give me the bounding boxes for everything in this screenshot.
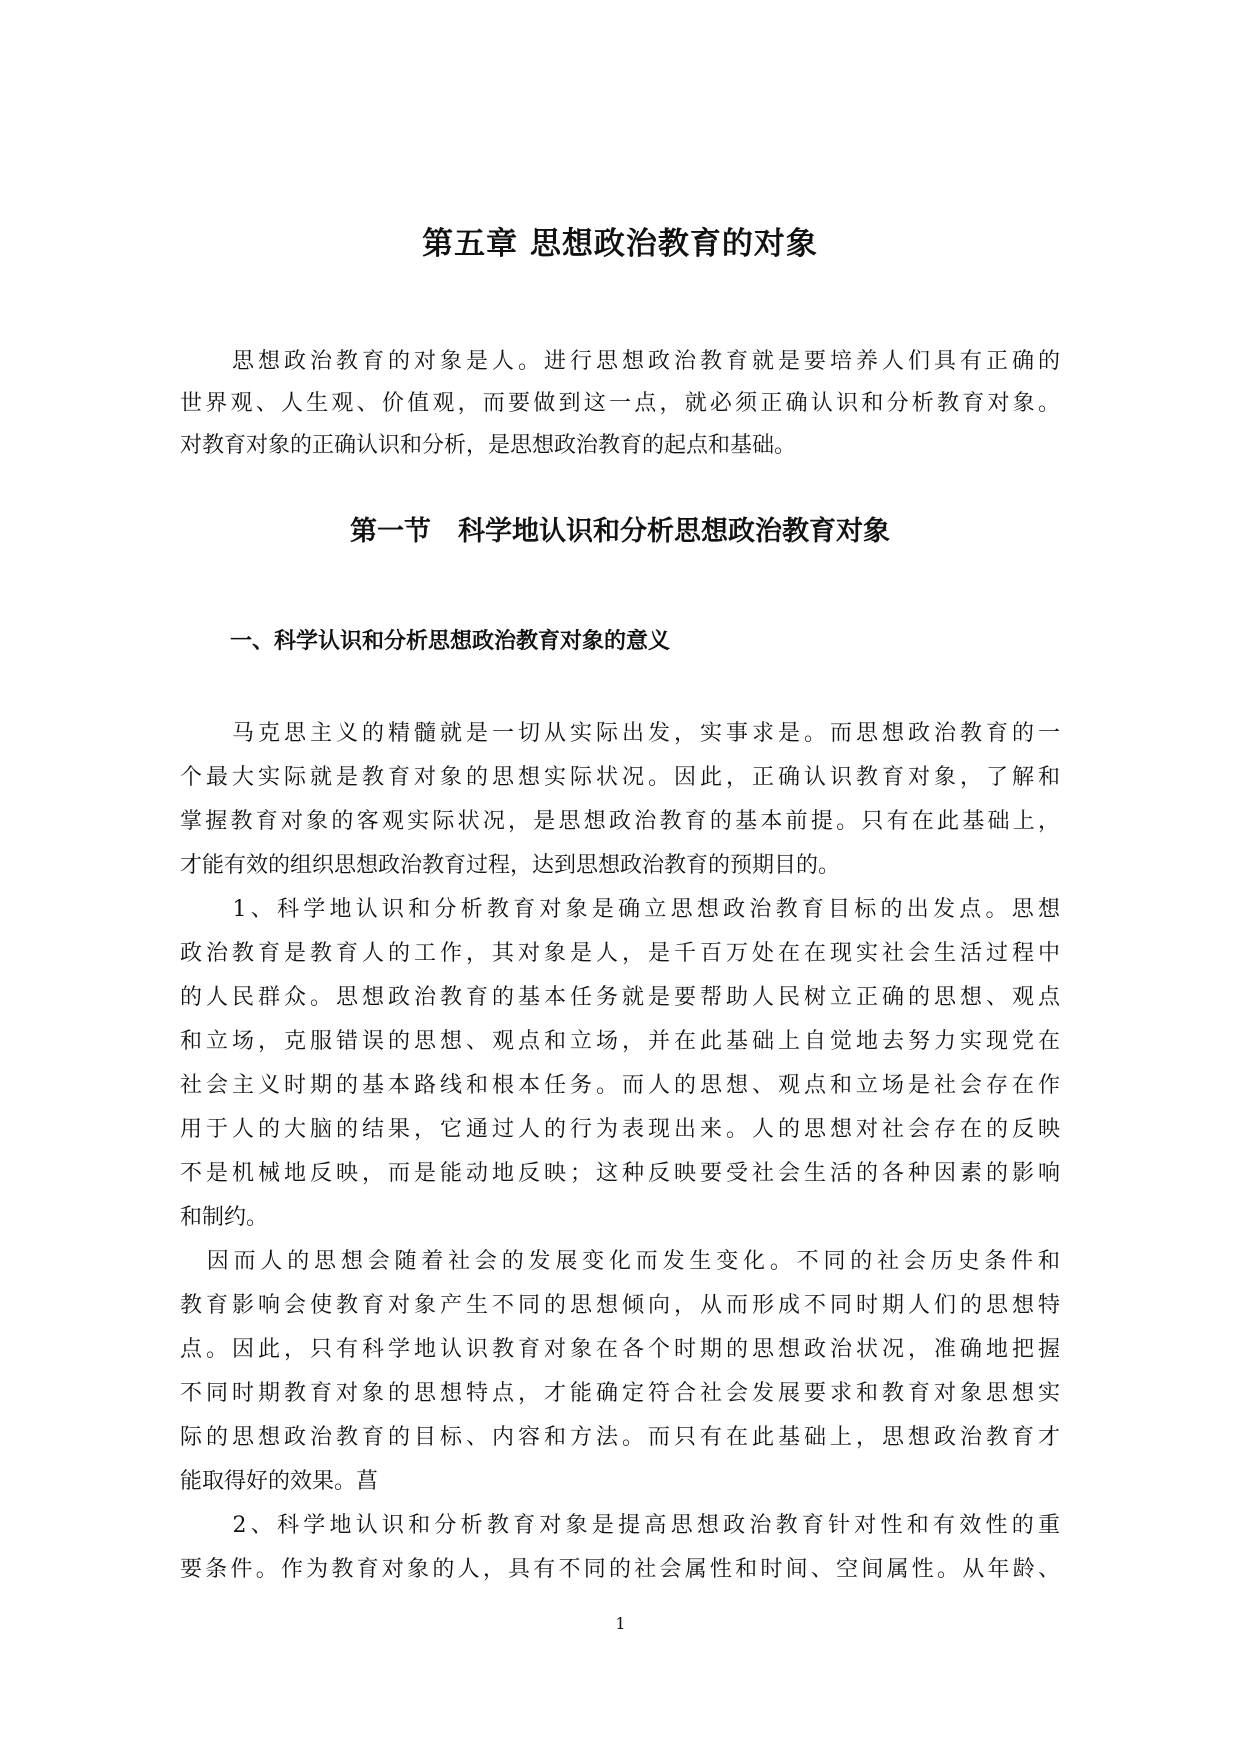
text-line: 1、科学地认识和分析教育对象是确立思想政治教育目标的出发点。思想	[180, 897, 1060, 922]
text-line: 马克思主义的精髓就是一切从实际出发，实事求是。而思想政治教育的一	[180, 721, 1060, 746]
paragraph-1	[180, 712, 1060, 888]
text-line: 和制约。	[180, 1205, 269, 1230]
text-line: 对教育对象的正确认识和分析，是思想政治教育的起点和基础。	[180, 433, 797, 458]
text-line: 社会主义时期的基本路线和根本任务。而人的思想、观点和立场是社会存在作	[180, 1073, 1060, 1098]
chapter-title: 第五章 思想政治教育的对象	[422, 226, 818, 262]
text-line: 不同时期教育对象的思想特点，才能确定符合社会发展要求和教育对象思想实	[180, 1381, 1060, 1406]
subsection-title: 一、科学认识和分析思想政治教育对象的意义	[230, 629, 671, 654]
page-number: 1	[615, 1614, 626, 1633]
text-line: 政治教育是教育人的工作，其对象是人，是千百万处在在现实社会生活过程中	[180, 941, 1060, 966]
paragraph-4	[180, 1504, 1060, 1592]
text-line: 教育影响会使教育对象产生不同的思想倾向，从而形成不同时期人们的思想特	[180, 1293, 1060, 1318]
text-line: 因而人的思想会随着社会的发展变化而发生变化。不同的社会历史条件和	[180, 1249, 1060, 1274]
text-line: 用于人的大脑的结果，它通过人的行为表现出来。人的思想对社会存在的反映	[180, 1117, 1060, 1142]
text-line: 要条件。作为教育对象的人，具有不同的社会属性和时间、空间属性。从年龄、	[180, 1557, 1060, 1582]
intro-paragraph	[180, 341, 1060, 467]
text-line: 的人民群众。思想政治教育的基本任务就是要帮助人民树立正确的思想、观点	[180, 985, 1060, 1010]
text-line: 世界观、人生观、价值观，而要做到这一点，就必须正确认识和分析教育对象。	[180, 391, 1060, 416]
text-line: 和立场，克服错误的思想、观点和立场，并在此基础上自觉地去努力实现党在	[180, 1029, 1060, 1054]
body-text	[180, 712, 1060, 1592]
text-line: 2、科学地认识和分析教育对象是提高思想政治教育针对性和有效性的重	[180, 1513, 1060, 1538]
text-line: 点。因此，只有科学地认识教育对象在各个时期的思想政治状况，准确地把握	[180, 1337, 1060, 1362]
text-line: 个最大实际就是教育对象的思想实际状况。因此，正确认识教育对象，了解和	[180, 765, 1060, 790]
text-line: 才能有效的组织思想政治教育过程，达到思想政治教育的预期目的。	[180, 853, 841, 878]
text-line: 际的思想政治教育的目标、内容和方法。而只有在此基础上，思想政治教育才	[180, 1425, 1060, 1450]
text-line: 掌握教育对象的客观实际状况，是思想政治教育的基本前提。只有在此基础上，	[180, 809, 1060, 834]
section-title: 第一节 科学地认识和分析思想政治教育对象	[350, 516, 890, 547]
paragraph-2	[180, 888, 1060, 1240]
paragraph-3	[180, 1240, 1060, 1504]
text-line: 不是机械地反映，而是能动地反映；这种反映要受社会生活的各种因素的影响	[180, 1161, 1060, 1186]
text-line: 思想政治教育的对象是人。进行思想政治教育就是要培养人们具有正确的	[180, 349, 1060, 374]
text-line: 能取得好的效果。菖	[180, 1469, 379, 1494]
